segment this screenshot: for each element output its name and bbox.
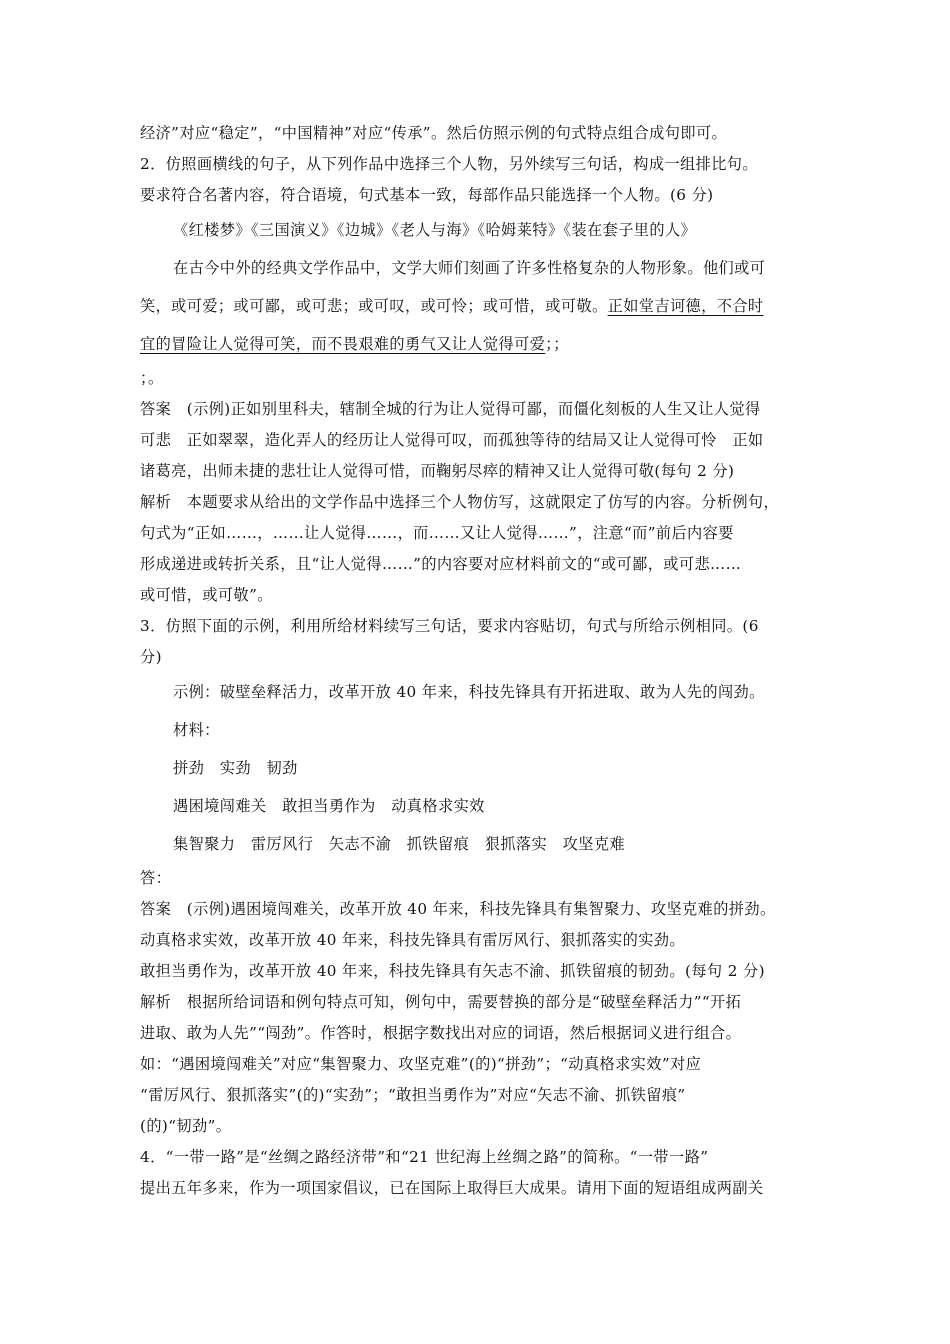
q3-material-line-2: 遇困境闯难关 敢担当勇作为 动真格求实效: [173, 797, 485, 815]
intro-line: 经济”对应“稳定”，“中国精神”对应“传承”。然后仿照示例的句式特点组合成句即可。: [140, 124, 728, 142]
q4-prompt-line-2: 提出五年多来，作为一项国家倡议，已在国际上取得巨大成果。请用下面的短语组成两副关: [140, 1179, 764, 1197]
document-body: [140, 118, 815, 1204]
q2-analysis-line-1: 解析 本题要求从给出的文学作品中选择三个人物仿写，这就限定了仿写的内容。分析例句，: [140, 493, 780, 511]
q3-analysis-line-4: “雷厉风行、狠抓落实”(的)“实劲”；“敢担当勇作为”对应“矢志不渝、抓铁留痕”: [140, 1086, 686, 1104]
q3-answer-line-2: 动真格求实效，改革开放 40 年来，科技先锋具有雷厉风行、狠抓落实的实劲。: [140, 931, 685, 949]
q3-prompt-line-1: 3．仿照下面的示例，利用所给材料续写三句话，要求内容贴切，句式与所给示例相同。(6: [140, 617, 759, 635]
q2-analysis-line-3: 形成递进或转折关系，且“让人觉得……”的内容要对应材料前文的“或可鄙，或可悲……: [140, 555, 742, 573]
q2-answer-line-3: 诸葛亮，出师未捷的悲壮让人觉得可惜，而鞠躬尽瘁的精神又让人觉得可敬(每句 2 分): [140, 462, 735, 480]
q4-prompt-line-1: 4．“一带一路”是“丝绸之路经济带”和“21 世纪海上丝绸之路”的简称。“一带一路”: [140, 1148, 709, 1166]
q3-answer-label: 答：: [140, 869, 172, 887]
q2-analysis-line-2: 句式为“正如……，……让人觉得……，而……又让人觉得……”，注意“而”前后内容要: [140, 524, 734, 542]
q2-analysis-line-4: 或可惜，或可敬”。: [140, 586, 273, 604]
q2-passage-line-1: 在古今中外的经典文学作品中，文学大师们刻画了许多性格复杂的人物形象。他们或可: [173, 259, 766, 277]
q3-prompt-line-2: 分): [140, 648, 162, 666]
q3-answer-line-1: 答案 (示例)遇困境闯难关，改革开放 40 年来，科技先锋具有集智聚力、攻坚克难的拼劲。: [140, 900, 776, 918]
q2-blank-line: ；。: [140, 369, 164, 387]
q2-passage-line-3: [140, 325, 815, 363]
q3-material-label: 材料：: [173, 721, 220, 739]
q2-underlined-sentence-end: 宜的冒险让人觉得可笑，而不畏艰难的勇气又让人觉得可爱: [140, 335, 546, 353]
q2-answer-line-2: 可悲 正如翠翠，造化弄人的经历让人觉得可叹，而孤独等待的结局又让人觉得可怜 正如: [140, 431, 764, 449]
q2-prompt-line-2: 要求符合名著内容，符合语境，句式基本一致，每部作品只能选择一个人物。(6 分): [140, 186, 714, 204]
q3-analysis-line-2: 进取、敢为人先”“闯劲”。作答时，根据字数找出对应的词语，然后根据词义进行组合。: [140, 1024, 742, 1042]
q3-example: 示例：破壁垒释活力，改革开放 40 年来，科技先锋具有开拓进取、敢为人先的闯劲。: [173, 683, 765, 701]
q2-prompt-line-1: 2．仿照画横线的句子，从下列作品中选择三个人物，另外续写三句话，构成一组排比句。: [140, 155, 758, 173]
q2-passage-line-2: [140, 287, 815, 325]
q3-answer-line-3: 敢担当勇作为，改革开放 40 年来，科技先锋具有矢志不渝、抓铁留痕的韧劲。(每句 2 分): [140, 962, 765, 980]
q2-answer-line-1: 答案 (示例)正如别里科夫，辖制全城的行为让人觉得可鄙，而僵化刻板的人生又让人觉得: [140, 400, 761, 418]
q3-material-line-1: 拼劲 实劲 韧劲: [173, 759, 298, 777]
q3-material-line-3: 集智聚力 雷厉风行 矢志不渝 抓铁留痕 狠抓落实 攻坚克难: [173, 835, 626, 853]
q3-analysis-line-3: 如：“遇困境闯难关”对应“集智聚力、攻坚克难”(的)“拼劲”；“动真格求实效”对应: [140, 1055, 702, 1073]
q2-passage-plain-text: 笑，或可爱；或可鄙，或可悲；或可叹，或可怜；或可惜，或可敬。: [140, 297, 608, 315]
q2-underlined-sentence-start: 正如堂吉诃德，不合时: [607, 297, 764, 315]
q2-blank-semicolons: ；；: [545, 335, 569, 353]
q2-works-list: 《红楼梦》《三国演义》《边城》《老人与海》《哈姆莱特》《装在套子里的人》: [173, 221, 697, 239]
q3-analysis-line-1: 解析 根据所给词语和例句特点可知，例句中，需要替换的部分是“破壁垒释活力”“开拓: [140, 993, 742, 1011]
q3-analysis-line-5: (的)“韧劲”。: [140, 1117, 232, 1135]
